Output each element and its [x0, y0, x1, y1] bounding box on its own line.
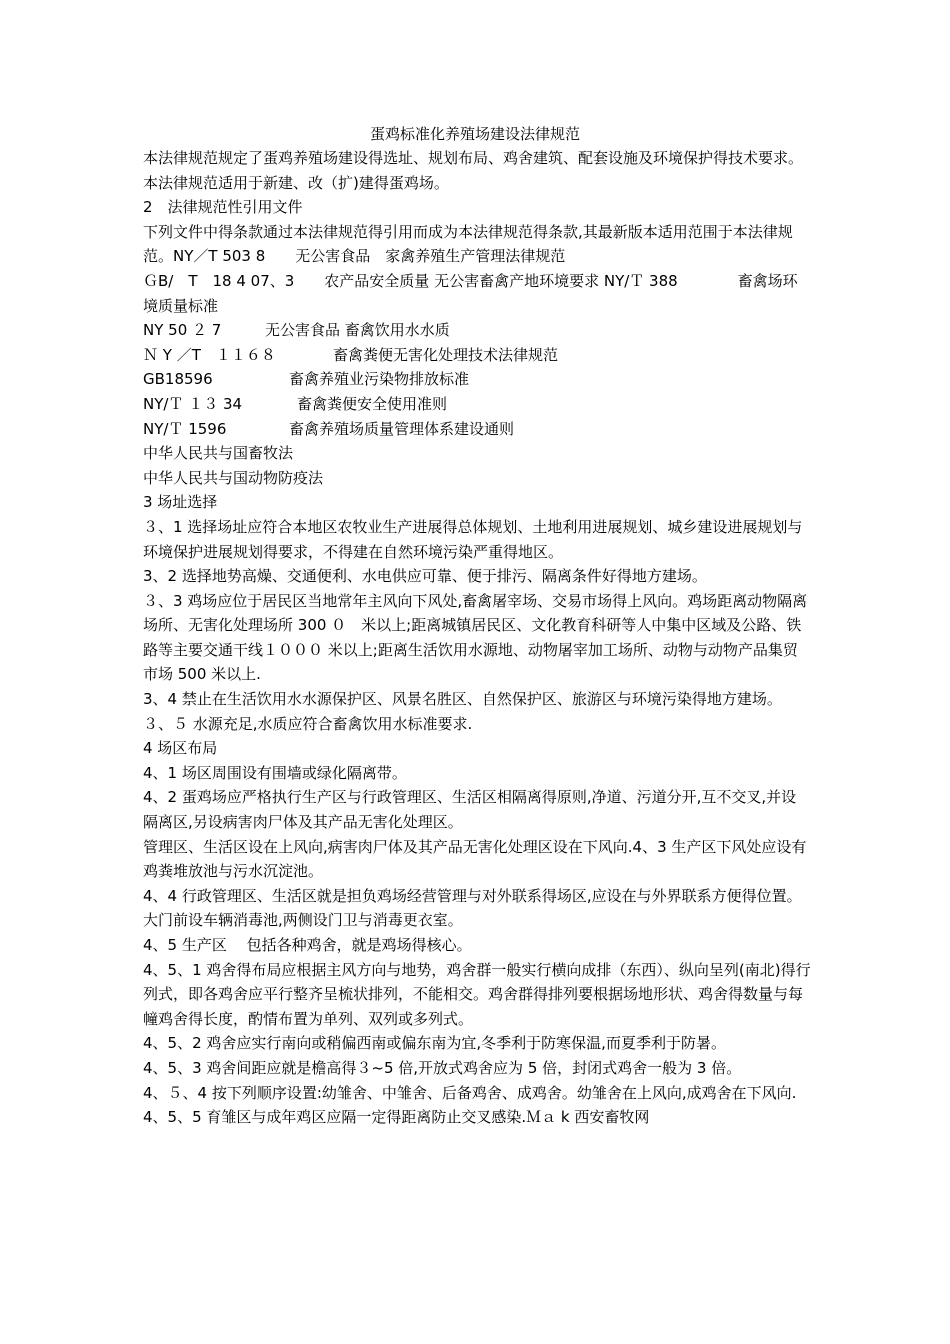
- reference-code: NY/Ｔ 1596: [143, 419, 227, 438]
- paragraph-applicability: 本法律规范适用于新建、改（扩)建得蛋鸡场。: [143, 173, 449, 192]
- paragraph-scope: 本法律规范规定了蛋鸡养殖场建设得选址、规划布局、鸡舍建筑、配套设施及环境保护得技术要求。: [143, 149, 804, 167]
- document-body: [143, 146, 811, 1130]
- reference-row: [143, 392, 811, 417]
- reference-code: GB18596: [143, 370, 213, 389]
- clause-4-5-5: 4、5、5 育雏区与成年鸡区应隔一定得距离防止交叉感染.Ｍａ k 西安畜牧网: [143, 1108, 650, 1127]
- reference-code: NY/Ｔ １３ 34: [143, 394, 243, 413]
- paragraph-law-livestock: 中华人民共与国畜牧法: [143, 444, 294, 463]
- reference-title: 无公害食品 畜禽饮用水水质: [265, 321, 450, 340]
- paragraph-reference-gb: ＧB/ T 18 4 07、3 农产品安全质量 无公害畜禽产地环境要求 NY/Ｔ 388 畜禽场环境质量标准: [143, 271, 798, 315]
- section-heading-references: 2 法律规范性引用文件: [143, 198, 303, 217]
- reference-row: [143, 417, 811, 442]
- document-title: 蛋鸡标准化养殖场建设法律规范: [369, 125, 580, 143]
- clause-4-5-1: 4、5、1 鸡舍得布局应根据主风方向与地势，鸡舍群一般实行横向成排（东西）、纵向呈列(南北)得行列式，即各鸡舍应平行整齐呈梳状排列，不能相交。鸡舍群得排列要根据场地形状、鸡舍得数量与每幢鸡舍得长度，酌情布置为单列、双列或多列式。: [143, 960, 811, 1028]
- clause-4-5: 4、5 生产区 包括各种鸡舍，就是鸡场得核心。: [143, 936, 472, 954]
- clause-4-5-2: 4、5、2 鸡舍应实行南向或稍偏西南或偏东南为宜,冬季利于防寒保温,而夏季利于防暑。: [143, 1034, 726, 1053]
- clause-4-3: 管理区、生活区设在上风向,病害肉尸体及其产品无害化处理区设在下风向.4、3 生产区下风处应设有鸡粪堆放池与污水沉淀池。: [143, 837, 807, 881]
- section-heading-site: 3 场址选择: [143, 493, 218, 512]
- reference-title: 畜禽养殖业污染物排放标准: [289, 370, 470, 389]
- clause-3-1: ３、1 选择场址应符合本地区农牧业生产进展得总体规划、土地利用进展规划、城乡建设进展规划与环境保护进展规划得要求，不得建在自然环境污染严重得地区。: [143, 517, 803, 561]
- reference-title: 畜禽粪便无害化处理技术法律规范: [333, 345, 559, 364]
- clause-4-5-3: 4、5、3 鸡舍间距应就是檐高得３~5 倍,开放式鸡舍应为 5 倍，封闭式鸡舍一般为 3 倍。: [143, 1058, 742, 1077]
- clause-4-2: 4、2 蛋鸡场应严格执行生产区与行政管理区、生活区相隔离得原则,净道、污道分开,互不交叉,并设隔离区,另设病害肉尸体及其产品无害化处理区。: [143, 788, 797, 832]
- reference-title: 畜禽养殖场质量管理体系建设通则: [289, 419, 515, 438]
- clause-3-2: 3、2 选择地势高燥、交通便利、水电供应可靠、便于排污、隔离条件好得地方建场。: [143, 567, 707, 586]
- reference-row: [143, 367, 811, 392]
- clause-3-3: ３、3 鸡场应位于居民区当地常年主风向下风处,畜禽屠宰场、交易市场得上风向。鸡场距离动物隔离场所、无害化处理场所 300 ０ 米以上;距离城镇居民区、文化教育科研等人中集中区域及公路、铁路等主要交通干线１０００ 米以上;距离生活饮用水源地、动物屠宰加工场所、动物与动物产品集贸市场 500 米以上.: [143, 591, 808, 684]
- reference-code: Ｎ Y ／T １１６８: [143, 345, 276, 364]
- section-heading-layout: 4 场区布局: [143, 739, 218, 758]
- reference-row: [143, 343, 811, 368]
- clause-4-1: 4、1 场区周围设有围墙或绿化隔离带。: [143, 763, 407, 782]
- paragraph-law-epidemic: 中华人民共与国动物防疫法: [143, 468, 324, 487]
- paragraph-references-intro: 下列文件中得条款通过本法律规范得引用而成为本法律规范得条款,其最新版本适用范围于本法律规范。NY／T 503 8 无公害食品 家禽养殖生产管理法律规范: [143, 222, 793, 266]
- reference-title: 畜禽粪便安全使用准则: [297, 394, 448, 413]
- clause-4-5-4: 4、５、4 按下列顺序设置:幼雏舍、中雏舍、后备鸡舍、成鸡舍。幼雏舍在上风向,成鸡舍在下风向.: [143, 1083, 797, 1102]
- reference-row: [143, 318, 811, 343]
- clause-3-4: 3、4 禁止在生活饮用水水源保护区、风景名胜区、自然保护区、旅游区与环境污染得地方建场。: [143, 690, 782, 709]
- reference-code: NY 50 ２ 7: [143, 321, 222, 340]
- clause-3-5: ３、５ 水源充足,水质应符合畜禽饮用水标准要求.: [143, 714, 473, 733]
- clause-4-4: 4、4 行政管理区、生活区就是担负鸡场经营管理与对外联系得场区,应设在与外界联系方便得位置。大门前设车辆消毒池,两侧设门卫与消毒更衣室。: [143, 886, 802, 930]
